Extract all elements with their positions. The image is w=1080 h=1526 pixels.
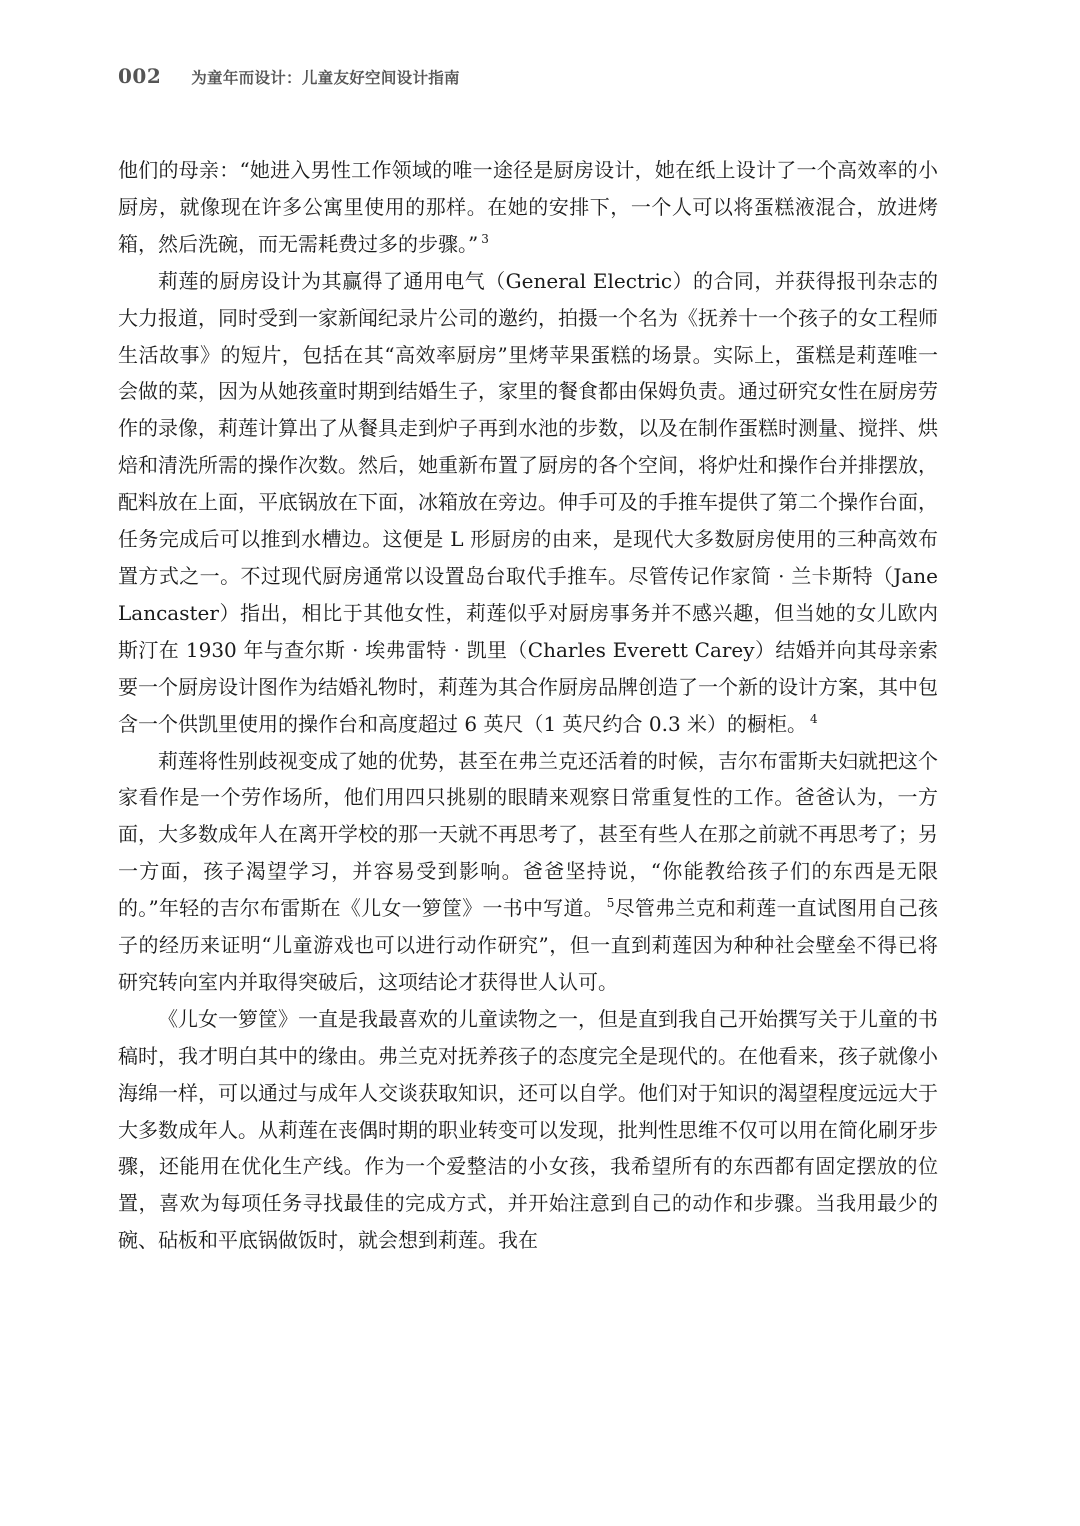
paragraph-4 — [118, 1001, 938, 1259]
footnote-marker: 3 — [481, 232, 489, 247]
paragraph-text: 《儿女一箩筐》一直是我最喜欢的儿童读物之一，但是直到我自己开始撰写关于儿童的书稿时，我才明白其中的缘由。弗兰克对抚养孩子的态度完全是现代的。在他看来，孩子就像小海绵一样，可以通过与成年人交谈获取知识，还可以自学。他们对于知识的渴望程度远远大于大多数成年人。从莉莲在丧偶时期的职业转变可以发现，批判性思维不仅可以用在简化刷牙步骤，还能用在优化生产线。作为一个爱整洁的小女孩，我希望所有的东西都有固定摆放的位置，喜欢为每项任务寻找最佳的完成方式，并开始注意到自己的动作和步骤。当我用最少的碗、砧板和平底锅做饭时，就会想到莉莲。我在 — [118, 1006, 938, 1253]
paragraph-text: 莉莲的厨房设计为其赢得了通用电气（General Electric）的合同，并获得报刊杂志的大力报道，同时受到一家新闻纪录片公司的邀约，拍摄一个名为《抚养十一个孩子的女工程师生活故事》的短片，包括在其“高效率厨房”里烤苹果蛋糕的场景。实际上，蛋糕是莉莲唯一会做的菜，因为从她孩童时期到结婚生子，家里的餐食都由保姆负责。通过研究女性在厨房劳作的录像，莉莲计算出了从餐具走到炉子再到水池的步数，以及在制作蛋糕时测量、搅拌、烘焙和清洗所需的操作次数。然后，她重新布置了厨房的各个空间，将炉灶和操作台并排摆放，配料放在上面，平底锅放在下面，冰箱放在旁边。伸手可及的手推车提供了第二个操作台面，任务完成后可以推到水槽边。这便是 L 形厨房的由来，是现代大多数厨房使用的三种高效布置方式之一。不过现代厨房通常以设置岛台取代手推车。尽管传记作家简 · 兰卡斯特（Jane Lancaster）指出，相比于其他女性，莉莲似乎对厨房事务并不感兴趣，但当她的女儿欧内斯汀在 1930 年与查尔斯 · 埃弗雷特 · 凯里（Charles Everett Carey）结婚并向其母亲索要一个厨房设计图作为结婚礼物时，莉莲为其合作厨房品牌创造了一个新的设计方案，其中包含一个供凯里使用的操作台和高度超过 6 英尺（1 英尺约合 0.3 米）的橱柜。 — [118, 268, 938, 736]
page-number: 002 — [118, 64, 162, 88]
footnote-marker: 5 — [606, 896, 615, 911]
paragraph-text: 尽管弗兰克和莉莲一直试图用自己孩子的经历来证明“儿童游戏也可以进行动作研究”，但一直到莉莲因为种种社会壁垒不得已将研究转向室内并取得突破后，这项结论才获得世人认可。 — [118, 896, 938, 994]
paragraph-3 — [118, 743, 938, 1001]
paragraph-text: 他们的母亲：“她进入男性工作领域的唯一途径是厨房设计，她在纸上设计了一个高效率的小厨房，就像现在许多公寓里使用的那样。在她的安排下，一个人可以将蛋糕液混合，放进烤箱，然后洗碗，而无需耗费过多的步骤。” — [118, 158, 938, 256]
paragraph-1 — [118, 152, 938, 263]
footnote-marker: 4 — [810, 711, 818, 726]
paragraph-2 — [118, 263, 938, 743]
running-header — [118, 64, 460, 100]
body-text — [118, 152, 938, 1259]
book-title: 为童年而设计：儿童友好空间设计指南 — [191, 69, 460, 87]
paragraph-text: 莉莲将性别歧视变成了她的优势，甚至在弗兰克还活着的时候，吉尔布雷斯夫妇就把这个家看作是一个劳作场所，他们用四只挑剔的眼睛来观察日常重复性的工作。爸爸认为，一方面，大多数成年人在离开学校的那一天就不再思考了，甚至有些人在那之前就不再思考了；另一方面，孩子渴望学习，并容易受到影响。爸爸坚持说，“你能教给孩子们的东西是无限的。”年轻的吉尔布雷斯在《儿女一箩筐》一书中写道。 — [118, 748, 938, 921]
